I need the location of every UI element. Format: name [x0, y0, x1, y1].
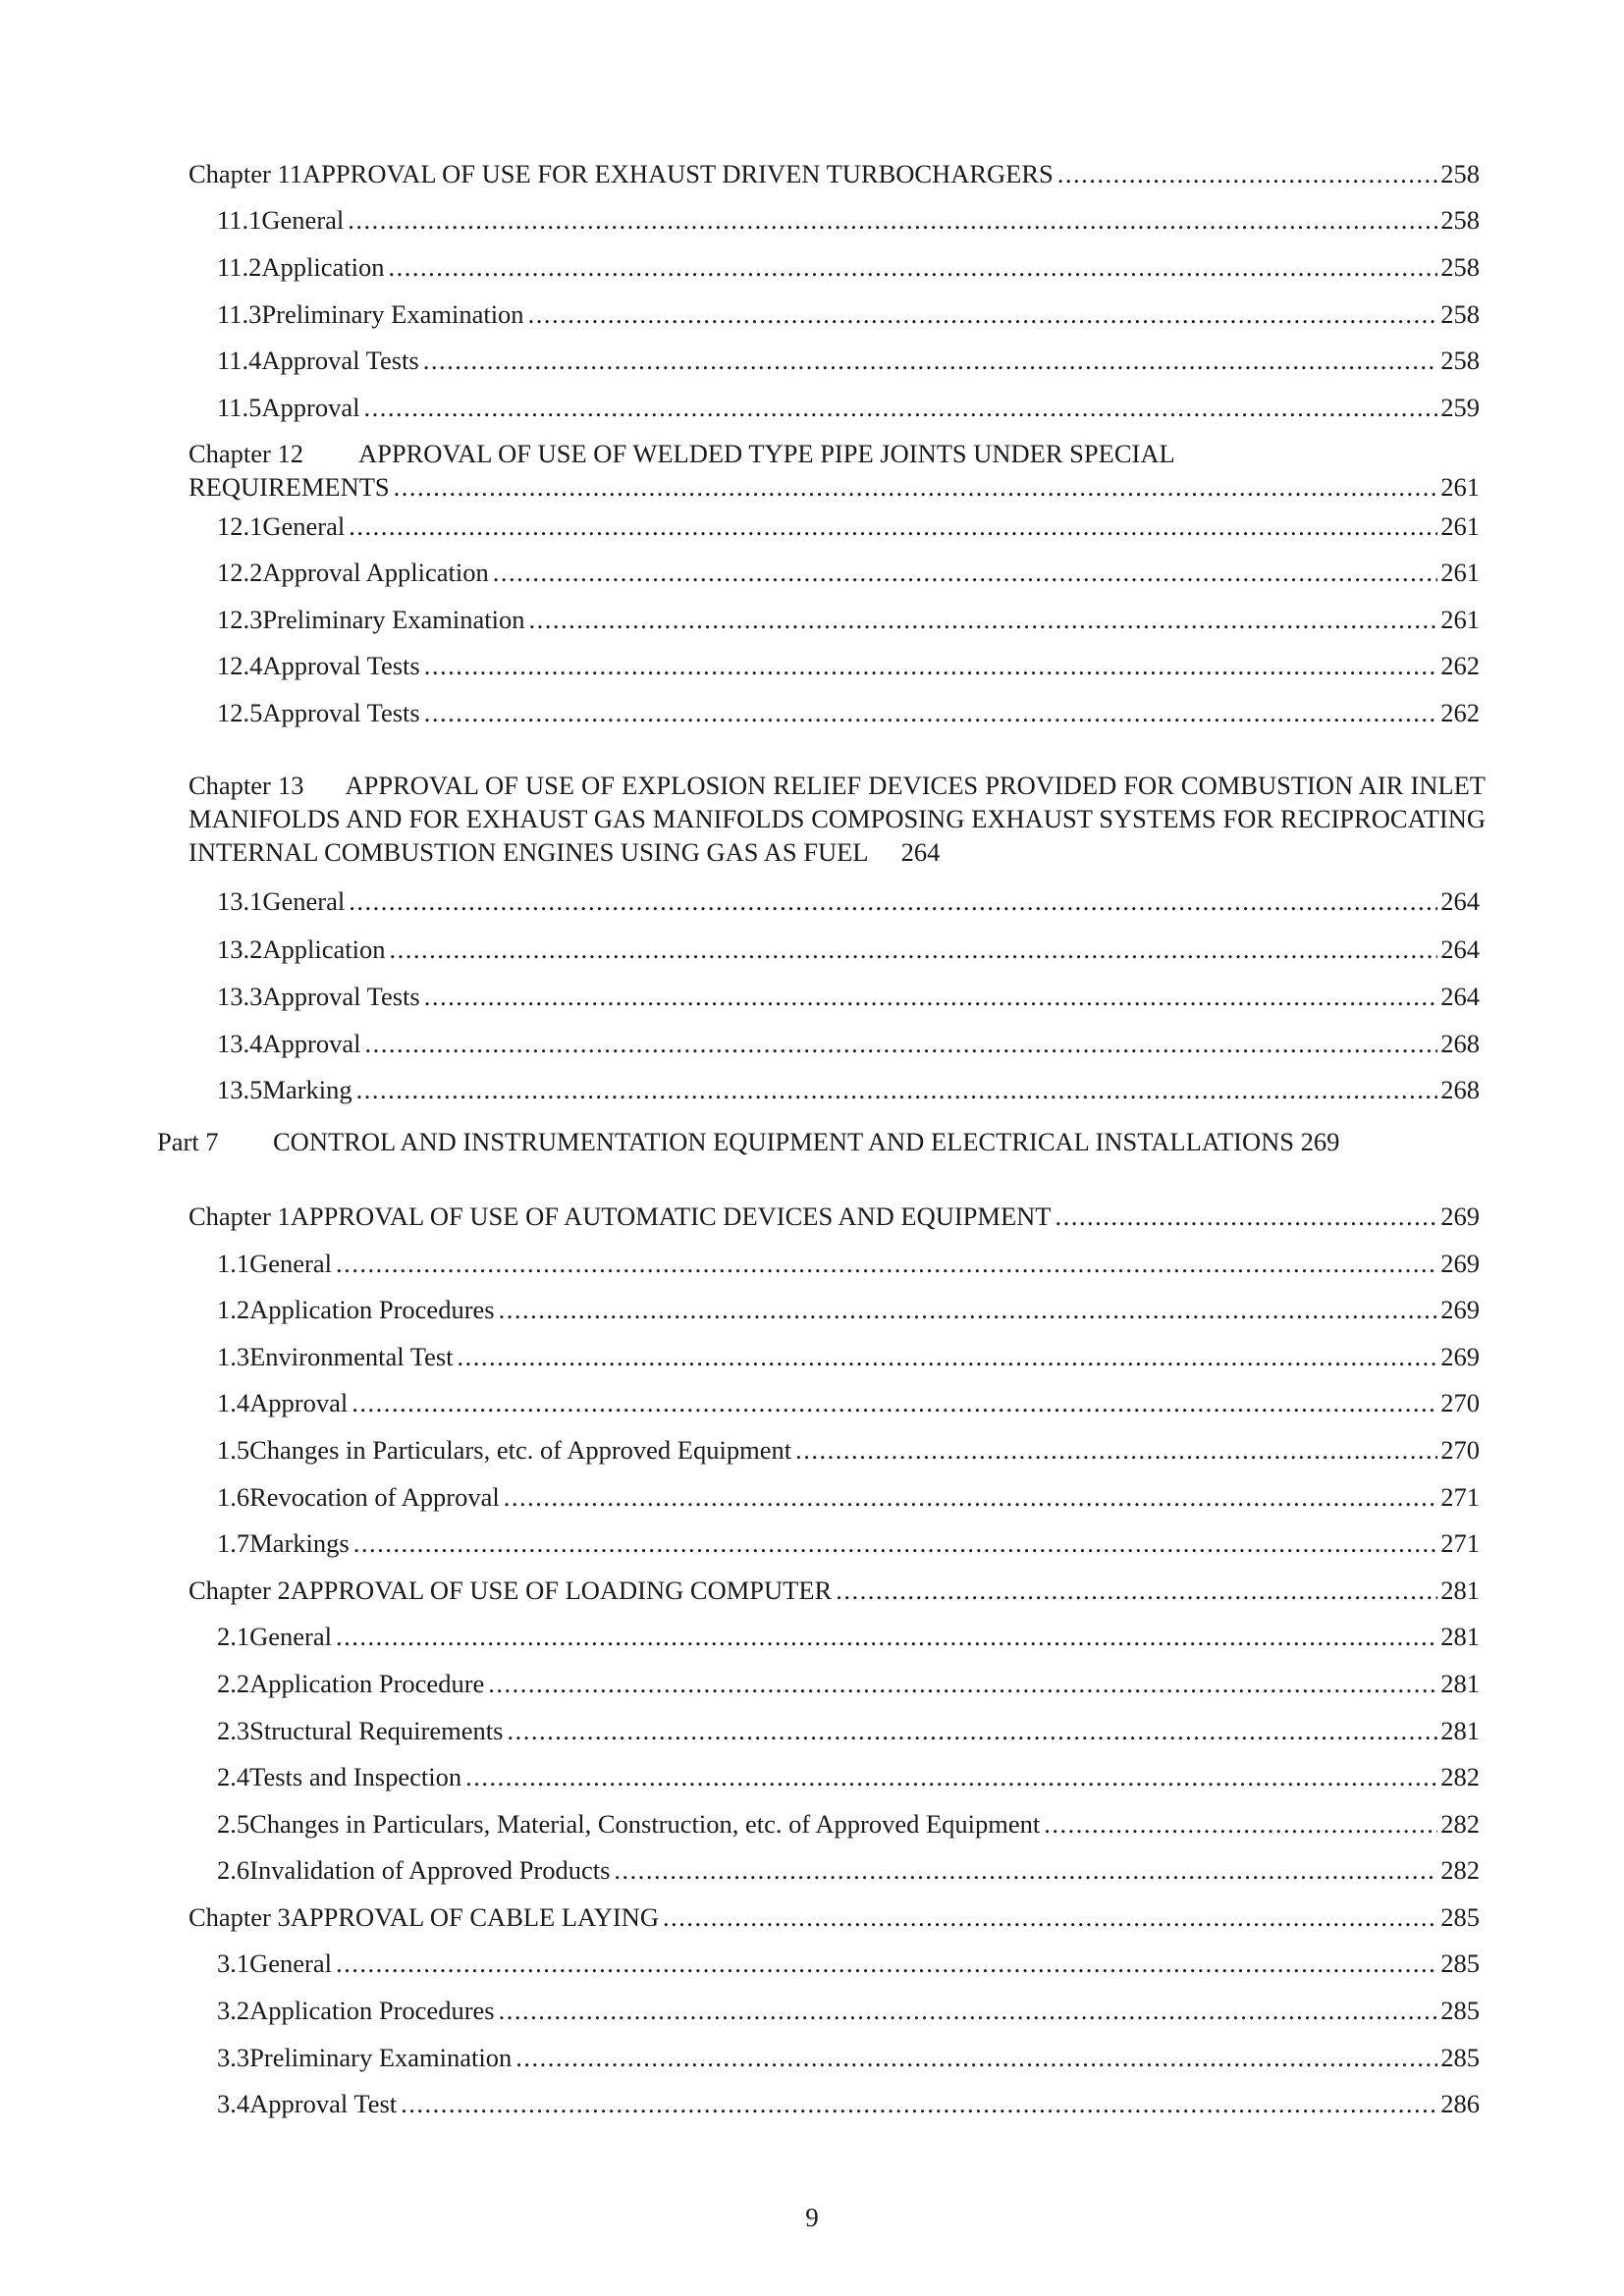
- entry-page: 268: [1440, 1029, 1480, 1058]
- entry-page: 264: [1440, 934, 1480, 964]
- entry-title: Application Procedure: [249, 1669, 485, 1698]
- entry-title: General: [262, 886, 346, 916]
- dot-leader: [364, 391, 1438, 424]
- toc-section-entry: [217, 649, 1480, 682]
- entry-number: 3.1: [217, 1949, 250, 1978]
- entry-number: Chapter 1: [189, 1201, 291, 1231]
- entry-title: Application: [261, 252, 385, 282]
- toc-section-entry: [217, 1293, 1480, 1326]
- entry-title: General: [249, 1949, 332, 1978]
- dot-leader: [390, 933, 1438, 966]
- entry-number: 11.4: [217, 346, 262, 375]
- dot-leader: [795, 1433, 1437, 1467]
- dot-leader: [336, 1620, 1437, 1653]
- entry-page: 261: [1440, 472, 1480, 502]
- entry-number: Chapter 13: [189, 771, 304, 800]
- entry-title: APPROVAL OF USE FOR EXHAUST DRIVEN TURBOCHARGERS: [302, 159, 1054, 188]
- entry-title: Approval: [262, 1029, 361, 1058]
- entry-title: Marking: [262, 1075, 352, 1104]
- dot-leader: [353, 1526, 1438, 1560]
- entry-title: Structural Requirements: [249, 1716, 504, 1745]
- entry-page: 285: [1440, 1949, 1480, 1978]
- toc-section-entry: [217, 2041, 1480, 2074]
- entry-page: 258: [1440, 205, 1480, 235]
- entry-page: 281: [1440, 1622, 1480, 1651]
- toc-section-entry: [217, 603, 1480, 636]
- entry-title: APPROVAL OF USE OF EXPLOSION RELIEF DEVICES PROVIDED FOR COMBUSTION AIR INLET MANIFOLDS AND FOR EXHAUST GAS MANIFOLDS COMPOSING EXHAUST SYSTEMS FOR RECIPROCATING INTERNAL COMBUSTION ENGINES USING GAS AS FUEL: [189, 771, 1486, 867]
- entry-page: 282: [1440, 1855, 1480, 1885]
- toc-section-entry: [217, 980, 1480, 1013]
- entry-page: 259: [1440, 393, 1480, 422]
- entry-page: 271: [1440, 1528, 1480, 1558]
- entry-number: Chapter 2: [189, 1575, 291, 1605]
- entry-title: Invalidation of Approved Products: [249, 1855, 611, 1885]
- entry-number: 13.2: [217, 934, 263, 964]
- dot-leader: [336, 1247, 1437, 1280]
- entry-number: 13.3: [217, 982, 263, 1011]
- entry-number: 12.4: [217, 651, 263, 680]
- toc-section-entry: [217, 391, 1480, 424]
- entry-number: 2.3: [217, 1716, 250, 1745]
- toc-section-entry: [217, 1247, 1480, 1280]
- dot-leader: [336, 1947, 1437, 1980]
- entry-page: 268: [1440, 1075, 1480, 1104]
- toc-section-entry: [217, 556, 1480, 589]
- dot-leader: [488, 1667, 1437, 1700]
- entry-number: 13.1: [217, 886, 263, 916]
- dot-leader: [515, 2041, 1437, 2074]
- toc-chapter-entry: [189, 1900, 1480, 1934]
- entry-number: 12.3: [217, 605, 263, 634]
- entry-page: 261: [1440, 605, 1480, 634]
- toc-section-entry: [217, 509, 1480, 543]
- entry-page: 261: [1440, 558, 1480, 587]
- entry-page: 271: [1440, 1482, 1480, 1512]
- entry-number: 11.3: [217, 299, 262, 329]
- dot-leader: [424, 980, 1438, 1013]
- toc-section-entry: [217, 1073, 1480, 1106]
- entry-number: Chapter 3: [189, 1902, 291, 1932]
- entry-number: 2.1: [217, 1622, 250, 1651]
- dot-leader: [504, 1480, 1437, 1514]
- entry-title: Application Procedures: [249, 1996, 495, 2025]
- toc-section-entry: [217, 1386, 1480, 1419]
- dot-leader: [423, 344, 1438, 377]
- toc-section-entry: [217, 884, 1480, 918]
- entry-title: Application: [262, 934, 386, 964]
- dot-leader: [507, 1714, 1437, 1747]
- toc-chapter-entry: [189, 437, 1480, 504]
- dot-leader: [348, 203, 1437, 237]
- entry-title: General: [261, 205, 345, 235]
- dot-leader: [352, 1386, 1437, 1419]
- entry-title: General: [249, 1622, 332, 1651]
- toc-section-entry: [217, 344, 1480, 377]
- dot-leader: [614, 1853, 1437, 1887]
- entry-number: 1.6: [217, 1482, 250, 1512]
- entry-title: General: [262, 511, 346, 541]
- entry-page: 269: [1440, 1342, 1480, 1371]
- entry-title: APPROVAL OF USE OF WELDED TYPE PIPE JOINTS UNDER SPECIAL: [358, 439, 1175, 468]
- entry-title: Environmental Test: [249, 1342, 454, 1371]
- entry-title: Application Procedures: [249, 1295, 495, 1324]
- toc-section-entry: [217, 1480, 1480, 1514]
- entry-page: 281: [1440, 1669, 1480, 1698]
- entry-number: 3.3: [217, 2043, 250, 2072]
- entry-page: 262: [1440, 651, 1480, 680]
- entry-page: 262: [1440, 698, 1480, 727]
- dot-leader: [493, 556, 1438, 589]
- entry-title: Approval Tests: [262, 651, 420, 680]
- entry-number: 1.5: [217, 1435, 250, 1465]
- toc-section-entry: [217, 1620, 1480, 1653]
- entry-page: 258: [1440, 299, 1480, 329]
- entry-page: 258: [1440, 252, 1480, 282]
- entry-page: 285: [1440, 2043, 1480, 2072]
- entry-title-continued: REQUIREMENTS: [189, 472, 390, 502]
- entry-page: 258: [1440, 346, 1480, 375]
- toc-part-entry: [157, 1125, 1484, 1158]
- entry-title: APPROVAL OF USE OF AUTOMATIC DEVICES AND EQUIPMENT: [290, 1201, 1052, 1231]
- entry-page: 270: [1440, 1435, 1480, 1465]
- toc-section-entry: [217, 1433, 1480, 1467]
- dot-leader: [1044, 1807, 1437, 1841]
- entry-page: 269: [1440, 1295, 1480, 1324]
- toc-section-entry: [217, 1807, 1480, 1841]
- entry-page: 258: [1440, 159, 1480, 188]
- toc-section-entry: [217, 1760, 1480, 1793]
- toc-section-entry: [217, 1994, 1480, 2027]
- entry-page: 264: [1440, 886, 1480, 916]
- entry-page: 261: [1440, 511, 1480, 541]
- dot-leader: [424, 696, 1438, 729]
- entry-page: 285: [1440, 1902, 1480, 1932]
- entry-page: 282: [1440, 1762, 1480, 1791]
- toc-chapter-entry: [189, 1574, 1480, 1607]
- entry-page: 281: [1440, 1716, 1480, 1745]
- toc-section-entry: [217, 696, 1480, 729]
- entry-title: APPROVAL OF USE OF LOADING COMPUTER: [290, 1575, 833, 1605]
- entry-number: 3.2: [217, 1996, 250, 2025]
- entry-number: 13.5: [217, 1075, 263, 1104]
- entry-title: CONTROL AND INSTRUMENTATION EQUIPMENT AND ELECTRICAL INSTALLATIONS: [273, 1127, 1295, 1156]
- toc-section-entry: [217, 1714, 1480, 1747]
- dot-leader: [364, 1027, 1437, 1060]
- dot-leader: [458, 1340, 1438, 1373]
- entry-title: Approval Tests: [261, 346, 419, 375]
- entry-title: Preliminary Examination: [261, 299, 524, 329]
- entry-number: 3.4: [217, 2089, 250, 2118]
- entry-number: 1.1: [217, 1249, 250, 1278]
- dot-leader: [349, 509, 1437, 543]
- toc-section-entry: [217, 203, 1480, 237]
- entry-title: Approval Tests: [262, 982, 420, 1011]
- entry-title: Approval Tests: [262, 698, 420, 727]
- entry-title: General: [249, 1249, 332, 1278]
- toc-section-entry: [217, 2087, 1480, 2120]
- toc-section-entry: [217, 1340, 1480, 1373]
- entry-number: 1.4: [217, 1388, 250, 1417]
- entry-number: 2.2: [217, 1669, 250, 1698]
- entry-number: 12.5: [217, 698, 263, 727]
- entry-number: 11.1: [217, 205, 262, 235]
- entry-title: Changes in Particulars, etc. of Approved Equipment: [249, 1435, 792, 1465]
- toc-chapter-entry: [189, 769, 1486, 902]
- toc-section-entry: [217, 1526, 1480, 1560]
- entry-page: 286: [1440, 2089, 1480, 2118]
- entry-page: 269: [1300, 1127, 1340, 1156]
- entry-number: 13.4: [217, 1029, 263, 1058]
- dot-leader: [1057, 157, 1438, 190]
- toc-section-entry: [217, 250, 1480, 284]
- entry-page: 270: [1440, 1388, 1480, 1417]
- dot-leader: [1056, 1200, 1438, 1233]
- dot-leader: [499, 1293, 1438, 1326]
- dot-leader: [499, 1994, 1438, 2027]
- entry-title: Tests and Inspection: [249, 1762, 462, 1791]
- entry-page: 269: [1440, 1249, 1480, 1278]
- entry-title: APPROVAL OF CABLE LAYING: [290, 1902, 659, 1932]
- toc-section-entry: [217, 1667, 1480, 1700]
- entry-number: 2.4: [217, 1762, 250, 1791]
- toc-section-entry: [217, 1853, 1480, 1887]
- entry-title: Preliminary Examination: [262, 605, 525, 634]
- entry-number: Chapter 12: [189, 439, 304, 468]
- page-number: 9: [805, 2203, 819, 2232]
- entry-number: 1.2: [217, 1295, 250, 1324]
- entry-number: 2.5: [217, 1809, 250, 1839]
- entry-number: 12.2: [217, 558, 263, 587]
- toc-chapter-entry: [189, 157, 1480, 190]
- toc-section-entry: [217, 297, 1480, 331]
- entry-title: Markings: [249, 1528, 350, 1558]
- entry-title: Approval: [261, 393, 360, 422]
- entry-page: 281: [1440, 1575, 1480, 1605]
- entry-number: Chapter 11: [189, 159, 303, 188]
- entry-number: 1.7: [217, 1528, 250, 1558]
- entry-number: Part 7: [157, 1127, 219, 1156]
- entry-number: 1.3: [217, 1342, 250, 1371]
- entry-title: Approval Application: [262, 558, 489, 587]
- entry-number: 2.6: [217, 1855, 250, 1885]
- toc-section-entry: [217, 1027, 1480, 1060]
- entry-page: 285: [1440, 1996, 1480, 2025]
- dot-leader: [836, 1574, 1437, 1607]
- entry-title: Preliminary Examination: [249, 2043, 513, 2072]
- dot-leader: [528, 297, 1438, 331]
- entry-page: 264: [1440, 982, 1480, 1011]
- toc-chapter-entry: [189, 1200, 1480, 1233]
- toc-section-entry: [217, 1947, 1480, 1980]
- toc-section-entry: [217, 933, 1480, 966]
- dot-leader: [424, 649, 1438, 682]
- dot-leader: [663, 1900, 1437, 1934]
- entry-title: Changes in Particulars, Material, Construction, etc. of Approved Equipment: [249, 1809, 1041, 1839]
- dot-leader: [394, 470, 1438, 504]
- entry-number: 12.1: [217, 511, 263, 541]
- entry-title: Revocation of Approval: [249, 1482, 500, 1512]
- dot-leader: [401, 2087, 1437, 2120]
- entry-page: 269: [1440, 1201, 1480, 1231]
- dot-leader: [389, 250, 1438, 284]
- entry-page: 264: [900, 837, 941, 867]
- entry-number: 11.5: [217, 393, 262, 422]
- entry-title: Approval Test: [249, 2089, 398, 2118]
- entry-page: 282: [1440, 1809, 1480, 1839]
- dot-leader: [465, 1760, 1437, 1793]
- dot-leader: [349, 884, 1437, 918]
- dot-leader: [356, 1073, 1438, 1106]
- entry-number: 11.2: [217, 252, 262, 282]
- dot-leader: [529, 603, 1438, 636]
- entry-title: Approval: [249, 1388, 349, 1417]
